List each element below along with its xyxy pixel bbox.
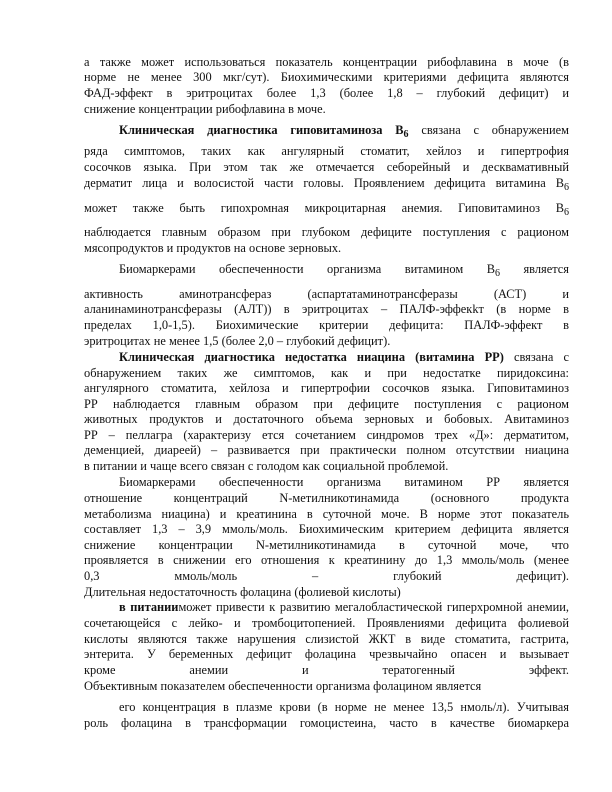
text-line: сосочков языка. При этом так же отмечается себорейный и десквамативный: [84, 160, 569, 174]
text-line: Клиническая диагностика недостатка ниацина (витамина РР) связана с: [119, 350, 570, 364]
text-line: активность аминотрансфераз (аспартатаминотрансферазы (АСТ) и: [84, 287, 569, 301]
text-line: РР – пеллагра (характеризу ется сочетанием синдромов трех «Д»: дерматитом,: [84, 428, 569, 442]
text-line: проявляется в снижении его отношения к креатинину до 1,3 ммоль/моль (менее: [84, 553, 569, 567]
text-line: РР наблюдается главным образом при дефиците поступления с рационом: [84, 397, 569, 411]
text-line: ряда симптомов, таких как ангулярный стоматит, хейлоз и гипертрофия: [84, 144, 569, 158]
text-line: роль фолацина в трансформации гомоцистеина, часто в качестве биомаркера: [84, 716, 569, 730]
text-line: составляет 1,3 – 3,9 ммоль/моль. Биохимическим критерием дефицита является: [84, 522, 569, 536]
text-line: норме не менее 300 мкг/сут). Биохимическими критериями дефицита являются: [84, 70, 569, 84]
bold-heading: Клиническая диагностика гиповитаминоза $B_6$: [119, 123, 409, 140]
text-line: кроме анемии и тератогенный эффект.: [84, 663, 569, 677]
text-line: Объективным показателем обеспеченности организма фолацином является: [84, 679, 482, 693]
text-line: а также может использоваться показатель концентрации рибофлавина в моче (в: [84, 55, 569, 69]
text-line: животных продуктов и достаточного объема зерновых и бобовых. Авитаминоз: [84, 412, 569, 426]
text-line: метаболизма ниацина) и креатинина в суточной моче. В норме этот показатель: [84, 507, 569, 521]
text-line: эритроцитах не менее 1,5 (более 2,0 – глубокий дефицит).: [84, 334, 391, 348]
bold-heading: Клиническая диагностика недостатка ниацина (витамина РР): [119, 350, 504, 364]
text-line: дерматит лица и волосистой части головы. Проявлением дефицита витамина $B_6$: [84, 176, 569, 193]
bold-heading: в питании: [119, 600, 179, 614]
text-line: Биомаркерами обеспеченности организма витамином РР является: [119, 475, 569, 489]
text-line: деменцией, диареей) – развивается при практически полном отсутствии ниацина: [84, 443, 569, 457]
text-line: сочетающейся с лейко- и тромбоцитопенией. Проявлениями дефицита фолиевой: [84, 616, 569, 630]
text-line: обнаружением таких же симптомов, как и при недостатке пиридоксина:: [84, 366, 569, 380]
text-line: наблюдается главным образом при глубоком дефиците поступления с рационом: [84, 225, 569, 239]
text-line: отношение концентраций N-метилникотинамида (основного продукта: [84, 491, 569, 505]
text-line: может также быть гипохромная микроцитарная анемия. Гиповитаминоз $B_6$: [84, 201, 569, 218]
text-line: мясопродуктов и продуктов на основе зерновых.: [84, 241, 342, 255]
text-line: в питанииможет привести к развитию мегалобластической гиперхромной анемии,: [119, 600, 570, 614]
text-line: ангулярного стоматита, хейлоза и гипертрофии сосочков языка. Гиповитаминоз: [84, 381, 569, 395]
text-line: энтерита. У беременных дефицит фолацина чрезвычайно опасен и вызывает: [84, 647, 569, 661]
text-line: его концентрация в плазме крови (в норме не менее 13,5 нмоль/л). Учитывая: [119, 700, 569, 714]
text-line: в питании и чаще всего связан с голодом как социальной проблемой.: [84, 459, 449, 473]
text-line: Биомаркерами обеспеченности организма витамином $B_6$ является: [119, 262, 569, 279]
text-line: снижение концентрации N-метилникотинамида в суточной моче, что: [84, 538, 569, 552]
text-line: Клиническая диагностика гиповитаминоза $B_6$ связана с обнаружением: [119, 123, 569, 140]
text-line: 0,3 ммоль/моль – глубокий дефицит).: [84, 569, 569, 583]
text-line: пределах 1,0-1,5). Биохимические критерии дефицита: ПАЛФ-эффект в: [84, 318, 569, 332]
text-line: аланинаминотрансферазы (АЛТ)) в эритроцитах – ПАЛФ-эффекkт (в норме в: [84, 302, 569, 316]
text-line: ФАД-эффект в эритроцитах более 1,3 (более 1,8 – глубокий дефицит) и: [84, 86, 569, 100]
text-line: кислоты являются также нарушения слизистой ЖКТ в виде стоматита, гастрита,: [84, 632, 569, 646]
text-line: снижение концентрации рибофлавина в моче.: [84, 102, 326, 116]
text-line: Длительная недостаточность фолацина (фолиевой кислоты): [84, 585, 401, 599]
